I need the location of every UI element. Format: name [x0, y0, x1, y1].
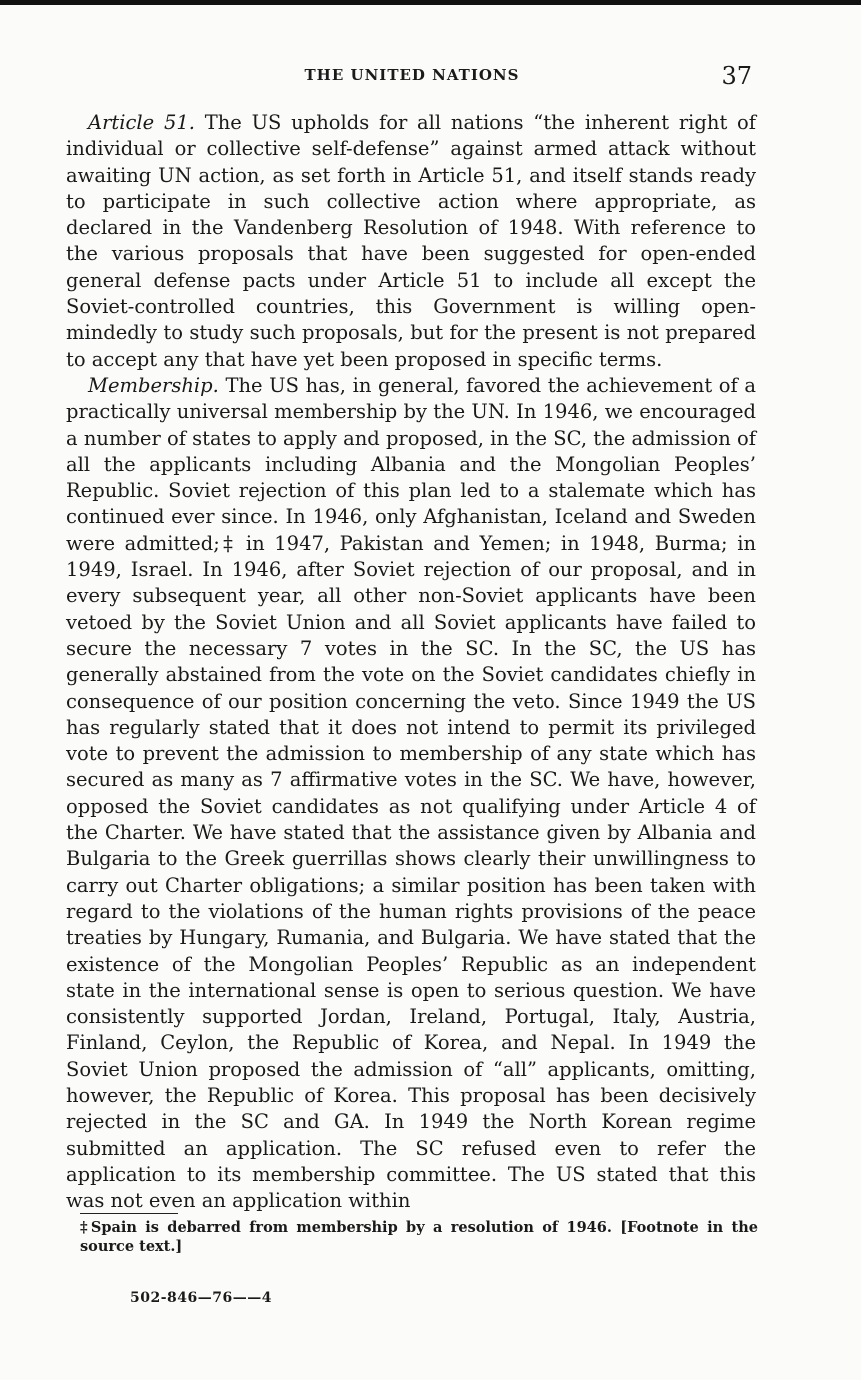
footnote-divider — [80, 1213, 178, 1214]
paragraph-text: The US upholds for all nations “the inherent right of individual or collective self-defense” against armed attack without awaiting UN action, as set forth in Article 51, and itself stands ready to participate in such collective action where appropriate, as declared in the Vandenberg Resolution of 1948. With reference to the various proposals that have been suggested for open-ended general defense pacts under Article 51 to include all except the Soviet-controlled countries, this Government is willing open-mindedly to study such proposals, but for the present is not prepared to accept any that have yet been proposed in specific terms. — [66, 111, 757, 371]
paragraph-lead: Membership. — [88, 373, 219, 397]
page-top-edge — [0, 0, 861, 5]
running-head: THE UNITED NATIONS — [304, 66, 520, 84]
paragraph-membership — [66, 373, 756, 1215]
paragraph-text: The US has, in general, favored the achievement of a practically universal membership by the UN. In 1946, we encouraged a number of states to apply and proposed, in the SC, the admission of all the applicants including Albania and the Mongolian Peoples’ Republic. Soviet rejection of this plan led to a stalemate which has continued ever since. In 1946, only Afghanistan, Iceland and Sweden were admitted;‡ in 1947, Pakistan and Yemen; in 1948, Burma; in 1949, Israel. In 1946, after Soviet rejection of our proposal, and in every subsequent year, all other non-Soviet applicants have been vetoed by the Soviet Union and all Soviet applicants have failed to secure the necessary 7 votes in the SC. In the SC, the US has generally abstained from the vote on the Soviet candidates chiefly in consequence of our position concerning the veto. Since 1949 the US has regularly stated that it does not intend to permit its privileged vote to prevent the admission to membership of any state which has secured as many as 7 affirmative votes in the SC. We have, however, opposed the Soviet candidates as not qualifying under Article 4 of the Charter. We have stated that the assistance given by Albania and Bulgaria to the Greek guerrillas shows clearly their unwillingness to carry out Charter obligations; a similar position has been taken with regard to the violations of the human rights provisions of the peace treaties by Hungary, Rumania, and Bulgaria. We have stated that the existence of the Mongolian Peoples’ Republic as an independent state in the international sense is open to serious question. We have consistently supported Jordan, Ireland, Portugal, Italy, Austria, Finland, Ceylon, the Republic of Korea, and Nepal. In 1949 the Soviet Union proposed the admission of “all” applicants, omitting, however, the Republic of Korea. This proposal has been decisively rejected in the SC and GA. In 1949 the North Korean regime submitted an application. The SC refused even to refer the application to its membership committee. The US stated that this was not even an application within — [66, 373, 756, 1213]
page-number: 37 — [721, 62, 752, 90]
paragraph-lead: Article 51. — [88, 111, 195, 134]
footnote: ‡Spain is debarred from membership by a resolution of 1946. [Footnote in the source text.] — [80, 1219, 758, 1255]
page-header — [70, 62, 754, 92]
body-text — [66, 110, 756, 1214]
print-code: 502-846—76——4 — [130, 1290, 272, 1306]
paragraph-article-51 — [66, 110, 756, 373]
